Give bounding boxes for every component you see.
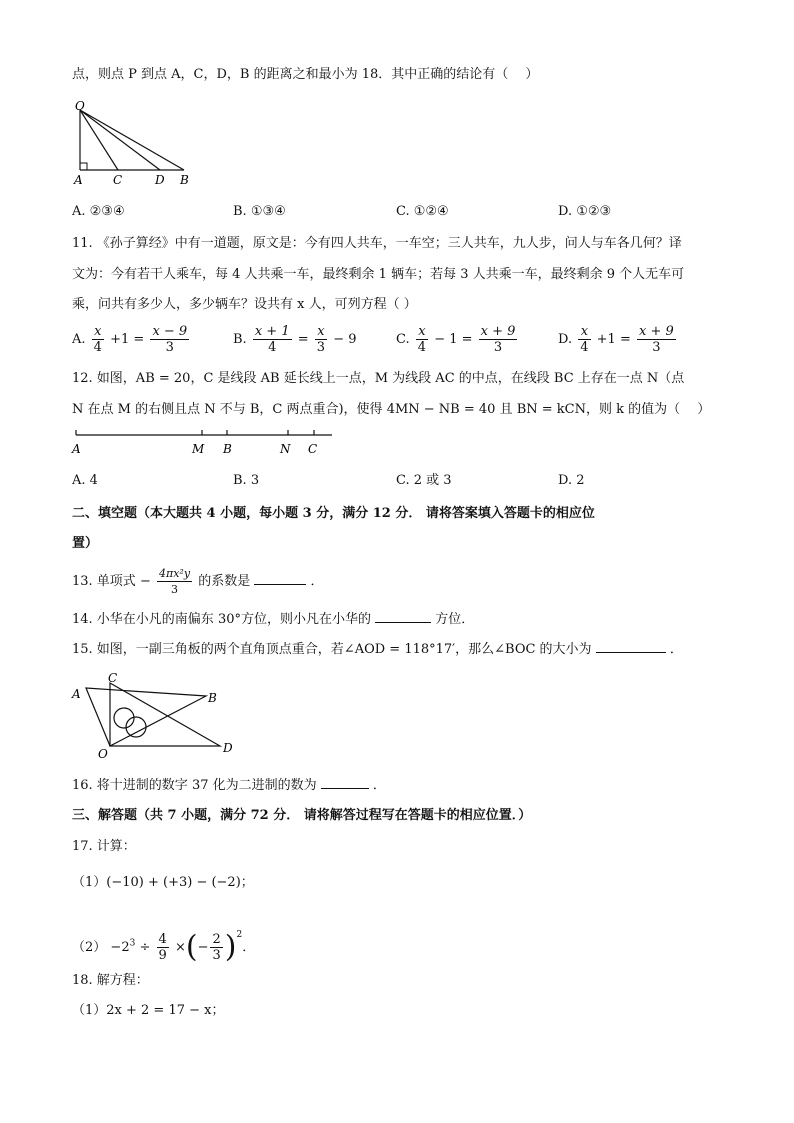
q12-label-b: B (223, 442, 232, 456)
q12-line-1: 12. 如图，AB = 20，C 是线段 AB 延长线上一点，M 为线段 AC 的中点，在线段 BC 上存在一点 N（点 (72, 371, 685, 386)
q12-label-n: N (280, 442, 291, 456)
q11-line-2: 文为：今有若干人乘车，每 4 人共乘一车，最终剩余 1 辆车；若每 3 人共乘一车，最终剩余 9 个人无车可 (72, 267, 685, 282)
q16-prefix: 16. 将十进制的数字 37 化为二进制的数为 (72, 778, 317, 793)
q16-answer-blank[interactable] (321, 776, 369, 789)
q12-segment-figure (70, 425, 340, 461)
q16: 16. 将十进制的数字 37 化为二进制的数为 ． (72, 778, 386, 793)
q11-option-a[interactable]: A. $\frac{x}{4}$ +1 = $\frac{x - 9}{3}$ (72, 324, 188, 355)
q13-fraction: $\frac{\text{4πx²y}}{3}$ (158, 567, 191, 596)
q11-option-c[interactable]: C. $\frac{x}{4}$ − 1 = $\frac{x + 9}{3}$ (396, 324, 516, 355)
q12-option-c[interactable]: C. 2 或 3 (396, 473, 452, 488)
q11-line-1: 11. 《孙子算经》中有一道题，原文是：今有四人共车，一车空；三人共车，九人步，问人与车各几何？译 (72, 236, 682, 251)
q12-option-d[interactable]: D. 2 (558, 473, 585, 488)
q10-label-a: A (74, 173, 83, 187)
q11-option-b[interactable]: B. $\frac{x + 1}{4}$ = $\frac{x}{3}$ − 9 (233, 324, 357, 355)
q10-label-o: O (75, 100, 85, 113)
q10-label-c: C (113, 173, 123, 187)
q14 (72, 610, 474, 629)
q15-label-d: D (223, 741, 233, 755)
q13-answer-blank[interactable] (254, 572, 306, 585)
q13: 13. 单项式 − $\frac{\text{4πx²y}}{3}$ 的系数是 ． (72, 567, 324, 596)
q14-prefix: 14. 小华在小凡的南偏东 30°方位，则小凡在小华的 (72, 612, 371, 627)
q12-label-c: C (308, 442, 318, 456)
q12-label-m: M (192, 442, 205, 456)
section-2-heading-line-1: 二、填空题（本大题共 4 小题，每小题 3 分，满分 12 分． 请将答案填入答题卡的相应位 (72, 506, 595, 521)
q17-part-1: （1）(−10) + (+3) − (−2)； (72, 875, 254, 890)
q12-option-a[interactable]: A. 4 (72, 473, 98, 488)
q12-option-b[interactable]: B. 3 (233, 473, 260, 488)
q14-answer-blank[interactable] (375, 610, 431, 623)
q12-label-a: A (72, 442, 81, 456)
q11-line-3: 乘，问共有多少人，多少辆车？设共有 x 人，可列方程（ ） (72, 297, 417, 312)
q10-label-b: B (180, 173, 189, 187)
q15-label-c: C (108, 671, 118, 685)
q13-suffix: 的系数是 (198, 574, 251, 589)
q11-option-d[interactable]: D. $\frac{x}{4}$ +1 = $\frac{x + 9}{3}$ (558, 324, 674, 355)
q18-title: 18. 解方程： (72, 973, 149, 988)
q10-triangle-figure (70, 100, 200, 190)
q10-option-d[interactable]: D. ①②③ (558, 204, 612, 219)
q12-line-2: N 在点 M 的右侧且点 N 不与 B，C 两点重合)，使得 4MN − NB = 40 且 BN = kCN，则 k 的值为（ ） (72, 402, 711, 417)
q10-tail-text: 点，则点 P 到点 A，C，D，B 的距离之和最小为 18．其中正确的结论有（ ） (72, 67, 539, 82)
q10-option-a[interactable]: A. ②③④ (72, 204, 125, 219)
q15-label-a: A (72, 687, 81, 701)
q13-prefix: 13. 单项式 − (72, 574, 151, 589)
q15: 15. 如图，一副三角板的两个直角顶点重合，若∠AOD = 118°17′，那么∠BOC 的大小为 ． (72, 642, 683, 657)
q18-part-1: （1）2x + 2 = 17 − x； (72, 1003, 225, 1018)
q15-label-b: B (208, 691, 217, 705)
q15-label-o: O (98, 747, 108, 761)
q15-answer-blank[interactable] (596, 640, 666, 653)
q10-option-c[interactable]: C. ①②④ (396, 204, 449, 219)
q17-part-2: $(2) -2^3$ ÷ $\frac{4}{9}$ ×(− $\frac{2}{3}$ )$^2$． (72, 929, 256, 965)
q10-option-b[interactable]: B. ①③④ (233, 204, 286, 219)
q15-set-squares-figure (68, 668, 248, 762)
q10-label-d: D (155, 173, 165, 187)
section-3-heading: 三、解答题（共 7 小题，满分 72 分． 请将解答过程写在答题卡的相应位置．） (72, 808, 532, 823)
q14-suffix: 方位． (435, 612, 475, 627)
q17-title: 17. 计算： (72, 839, 136, 854)
q15-prefix: 15. 如图，一副三角板的两个直角顶点重合，若∠AOD = 118°17′，那么∠BOC 的大小为 (72, 642, 592, 657)
section-2-heading-line-2: 置） (72, 536, 99, 551)
